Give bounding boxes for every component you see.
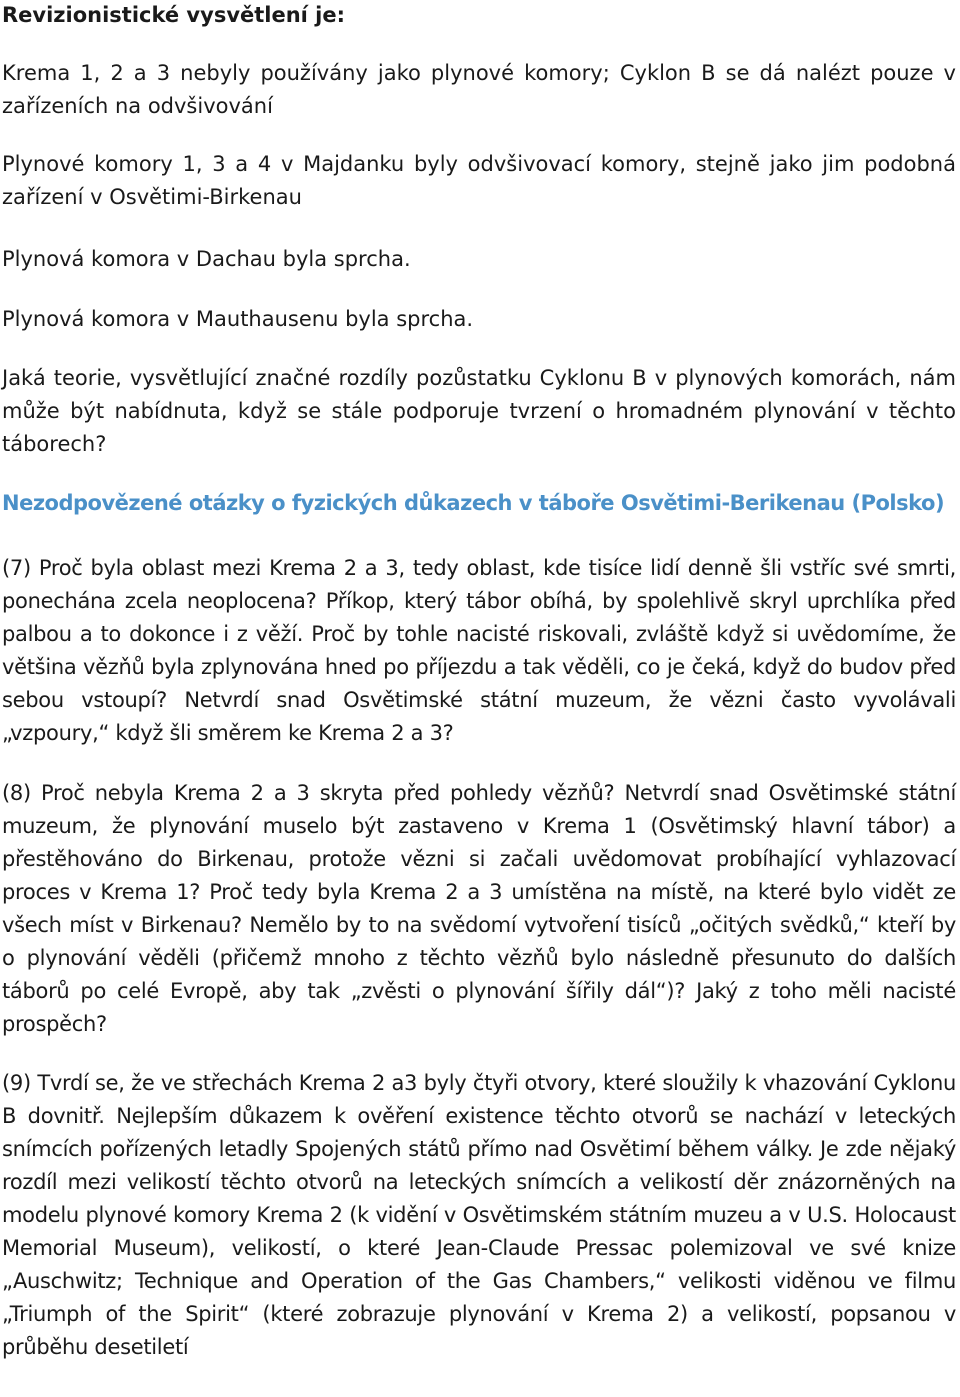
question-text: Proč nebyla Krema 2 a 3 skryta před pohledy vězňů? Netvrdí snad Osvětimské státní muzeum, že plynování muselo být zastaveno v Krema 1 (Osvětimský hlavní tábor) a přestěhováno do Birkenau, protože vězni si začali uvědomovat probíhající vyhlazovací proces v Krema 1? Proč tedy byla Krema 2 a 3 umístěna na místě, na které bylo vidět ze všech míst v Birkenau? Nemělo by to na svědomí vytvoření tisíců „očitých svědků,“ kteří by o plynování věděli (přičemž mnoho z těchto vězňů bylo následně přesunuto do dalších táborů po celé Evropě, aby tak „zvěsti o plynování šířily dál“)? Jaký z toho měli nacisté prospěch? [2, 781, 956, 1036]
question-intro: Jaká teorie, vysvětlující značné rozdíly pozůstatku Cyklonu B v plynových komorách, nám může být nabídnuta, když se stále podporuje tvrzení o hromadném plynování v těchto táborech? [2, 366, 956, 456]
question-text: Proč byla oblast mezi Krema 2 a 3, tedy oblast, kde tisíce lidí denně šli vstříc své smrti, ponechána zcela neoplocena? Příkop, který tábor obíhá, by spolehlivě skryl uprchlíka před palbou a to dokonce i z věží. Proč by tohle nacisté riskovali, zvláště když si uvědomíme, že většina vězňů byla zplynována hned po příjezdu a tak věděli, co je čeká, když do budov před sebou vstoupí? Netvrdí snad Osvětimské státní muzeum, že vězni často vyvolávali „vzpoury,“ když šli směrem ke Krema 2 a 3? [2, 556, 956, 745]
claim-dachau: Plynová komora v Dachau byla sprcha. [2, 247, 411, 271]
question-number: (7) [2, 556, 31, 580]
question-number: (9) [2, 1071, 31, 1095]
claim-crematoria: Krema 1, 2 a 3 nebyly používány jako plynové komory; Cyklon B se dá nalézt pouze v zařízeních na odvšivování [2, 61, 956, 118]
section-title: Nezodpovězené otázky o fyzických důkazech v táboře Osvětimi-Berikenau (Polsko) [2, 491, 945, 515]
question-7 [2, 552, 956, 750]
page-heading: Revizionistické vysvětlení je: [2, 3, 346, 27]
question-9 [2, 1067, 956, 1397]
claim-majdanek: Plynové komory 1, 3 a 4 v Majdanku byly odvšivovací komory, stejně jako jim podobná zařízení v Osvětimi-Birkenau [2, 152, 956, 209]
question-text: Tvrdí se, že ve střechách Krema 2 a3 byly čtyři otvory, které sloužily k vhazování Cyklonu B dovnitř. Nejlepším důkazem k ověření existence těchto otvorů se nachází v leteckých snímcích pořízených letadly Spojených států přímo nad Osvětimí během války. Je zde nějaký rozdíl mezi velikostí těchto otvorů na leteckých snímcích a velikostí děr znázorněných na modelu plynové komory Krema 2 (k vidění v Osvětimském státním muzeu a v U.S. Holocaust Memorial Museum), velikostí, o které Jean-Claude Pressac polemizoval ve své knize „Auschwitz; Technique and Operation of the Gas Chambers,“ velikosti viděnou ve filmu „Triumph of the Spirit“ (které zobrazuje plynování v Krema 2) a velikostí, popsanou v průběhu desetiletí [2, 1071, 956, 1359]
claim-mauthausen: Plynová komora v Mauthausenu byla sprcha. [2, 307, 474, 331]
question-number: (8) [2, 781, 31, 805]
question-8 [2, 777, 956, 1041]
